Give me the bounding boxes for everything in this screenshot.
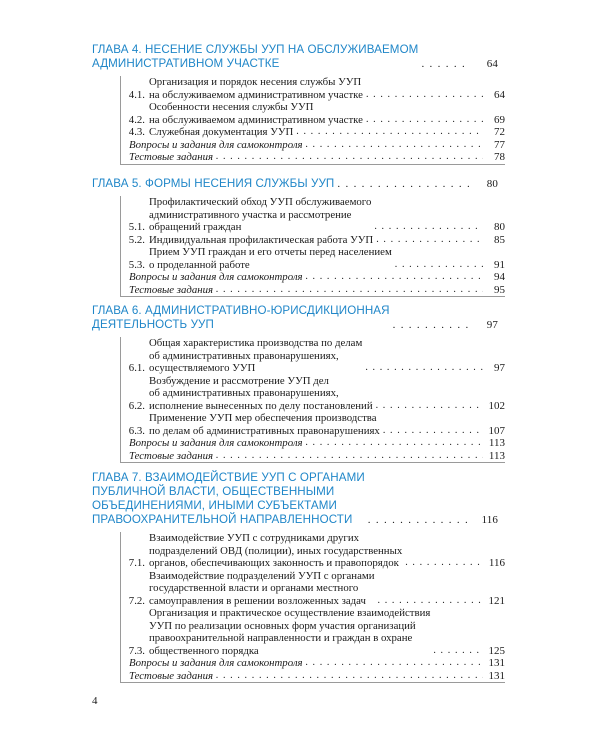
section-title: Тестовые задания: [129, 151, 213, 163]
toc-entry: [121, 76, 505, 101]
dot-leader: [306, 437, 483, 450]
chapter-6-heading: [92, 304, 498, 332]
toc-entry: [121, 532, 505, 570]
section-title: Профилактический обход УУП обслуживаемого административного участка и рассмотрение обращений граждан: [149, 196, 372, 233]
section-title: Вопросы и задания для самоконтроля: [129, 138, 303, 151]
chapter-page: 116: [481, 514, 498, 526]
dot-leader: [378, 595, 484, 608]
section-number: 6.2.: [128, 399, 145, 412]
section-number: 7.3.: [128, 644, 145, 657]
section-page: 113: [488, 449, 505, 462]
chapter-title: ГЛАВА 4. НЕСЕНИЕ СЛУЖБЫ УУП НА ОБСЛУЖИВАЕМОМ АДМИНИСТРАТИВНОМ УЧАСТКЕ: [92, 43, 419, 70]
dot-leader: [306, 271, 483, 284]
toc-entry-tests: [121, 284, 505, 297]
section-title: Организация и порядок несения службы УУП на обслуживаемом административном участке: [149, 76, 363, 101]
dot-leader: [366, 89, 483, 102]
dot-leader: [368, 513, 470, 527]
section-page: 116: [488, 557, 505, 569]
section-title: Применение УУП мер обеспечения производства по делам об административных правонарушениях: [149, 412, 380, 437]
toc-entry: [121, 375, 505, 413]
dot-leader: [374, 221, 483, 234]
section-page: 80: [494, 221, 505, 233]
section-title: Прием УУП граждан и его отчеты перед населением о проделанной работе: [149, 246, 392, 271]
section-page: 95: [494, 283, 505, 296]
dot-leader: [376, 400, 483, 413]
dot-leader: [216, 670, 483, 683]
section-number: 4.1.: [128, 88, 145, 101]
toc-entry: [121, 196, 505, 234]
toc-entry: [121, 337, 505, 375]
chapter-5-heading: [92, 177, 498, 191]
chapter-4-sections: [120, 76, 505, 165]
chapter-title: ГЛАВА 6. АДМИНИСТРАТИВНО-ЮРИСДИКЦИОННАЯ ДЕЯТЕЛЬНОСТЬ УУП: [92, 304, 390, 331]
section-number: 5.2.: [128, 233, 145, 246]
dot-leader: [366, 114, 483, 127]
section-title: Особенности несения службы УУП на обслуживаемом административном участке: [149, 101, 363, 126]
toc-entry-review: [121, 271, 505, 284]
dot-leader: [306, 657, 483, 670]
section-page: 85: [494, 233, 505, 246]
dot-leader: [393, 318, 470, 332]
toc-entry-tests: [121, 450, 505, 463]
chapter-page: 97: [486, 319, 498, 331]
section-page: 113: [488, 437, 505, 449]
dot-leader: [296, 126, 483, 139]
section-number: 4.2.: [128, 113, 145, 126]
section-page: 131: [488, 669, 505, 682]
toc-entry-review: [121, 437, 505, 450]
dot-leader: [216, 151, 483, 164]
toc-entry: [121, 126, 505, 139]
section-page: 131: [488, 657, 505, 669]
chapter-5-sections: [120, 196, 505, 297]
dot-leader: [306, 139, 483, 152]
dot-leader: [421, 57, 470, 71]
section-page: 91: [494, 258, 505, 271]
section-page: 64: [494, 88, 505, 101]
toc-entry-tests: [121, 670, 505, 683]
chapter-7-heading: [92, 471, 498, 527]
chapter-title: ГЛАВА 7. ВЗАИМОДЕЙСТВИЕ УУП С ОРГАНАМИ ПУБЛИЧНОЙ ВЛАСТИ, ОБЩЕСТВЕННЫМИ ОБЪЕДИНЕНИЯМИ, ИНЫМИ СУБЪЕКТАМИ ПРАВООХРАНИТЕЛЬНОЙ НАПРАВЛЕННОСТИ: [92, 471, 365, 526]
section-number: 6.1.: [128, 362, 145, 374]
dot-leader: [395, 259, 483, 272]
toc-entry: [121, 412, 505, 437]
section-page: 121: [488, 594, 505, 607]
section-page: 94: [494, 271, 505, 283]
dot-leader: [216, 450, 483, 463]
chapter-title: ГЛАВА 5. ФОРМЫ НЕСЕНИЯ СЛУЖБЫ УУП: [92, 177, 335, 190]
section-number: 6.3.: [128, 424, 145, 437]
section-page: 102: [488, 399, 505, 412]
toc-entry-review: [121, 657, 505, 670]
section-title: Возбуждение и рассмотрение УУП дел об административных правонарушениях, исполнение вынесенных по делу постановлений: [149, 374, 373, 412]
section-page: 97: [494, 362, 505, 374]
dot-leader: [383, 425, 483, 438]
section-title: Взаимодействие подразделений УУП с органами государственной власти и органами местного самоуправления в решении возложенных задач: [149, 569, 375, 607]
page-number: 4: [92, 695, 98, 707]
toc-entry: [121, 246, 505, 271]
toc-entry: [121, 570, 505, 608]
chapter-page: 64: [486, 58, 498, 70]
section-title: Служебная документация УУП: [149, 126, 294, 138]
toc-entry-tests: [121, 151, 505, 164]
section-title: Индивидуальная профилактическая работа УУП: [149, 233, 374, 246]
section-page: 72: [494, 126, 505, 138]
toc-entry: [121, 101, 505, 126]
section-number: 4.3.: [128, 126, 145, 138]
section-number: 5.3.: [128, 258, 145, 271]
chapter-page: 80: [486, 178, 498, 190]
section-title: Общая характеристика производства по делам об административных правонарушениях, осуществляемого УУП: [149, 337, 363, 374]
section-page: 78: [494, 151, 505, 163]
dot-leader: [376, 234, 483, 247]
dot-leader: [216, 284, 483, 297]
dot-leader: [433, 645, 483, 658]
chapter-6-sections: [120, 337, 505, 463]
section-page: 77: [494, 138, 505, 151]
dot-leader: [365, 362, 483, 375]
dot-leader: [337, 177, 470, 191]
chapter-4-heading: [92, 43, 498, 71]
section-page: 125: [488, 644, 505, 657]
toc-entry: [121, 234, 505, 247]
section-page: 69: [494, 113, 505, 126]
section-title: Тестовые задания: [129, 283, 213, 296]
toc-entry: [121, 607, 505, 657]
section-title: Тестовые задания: [129, 669, 213, 682]
section-title: Вопросы и задания для самоконтроля: [129, 271, 303, 283]
section-title: Вопросы и задания для самоконтроля: [129, 437, 303, 449]
toc-entry-review: [121, 139, 505, 152]
section-title: Вопросы и задания для самоконтроля: [129, 657, 303, 669]
dot-leader: [405, 557, 483, 570]
section-title: Взаимодействие УУП с сотрудниками других подразделений ОВД (полиции), иных государственных органов, обеспечивающих законность и правопорядок: [149, 532, 403, 569]
section-title: Организация и практическое осуществление взаимодействия УУП по реализации основных форм участия организаций правоохранительной направленности и граждан в охране общественного порядка: [149, 607, 431, 657]
chapter-7-sections: [120, 532, 505, 683]
section-number: 7.2.: [128, 594, 145, 607]
section-number: 5.1.: [128, 221, 145, 233]
section-title: Тестовые задания: [129, 449, 213, 462]
section-number: 7.1.: [128, 557, 145, 569]
section-page: 107: [488, 424, 505, 437]
